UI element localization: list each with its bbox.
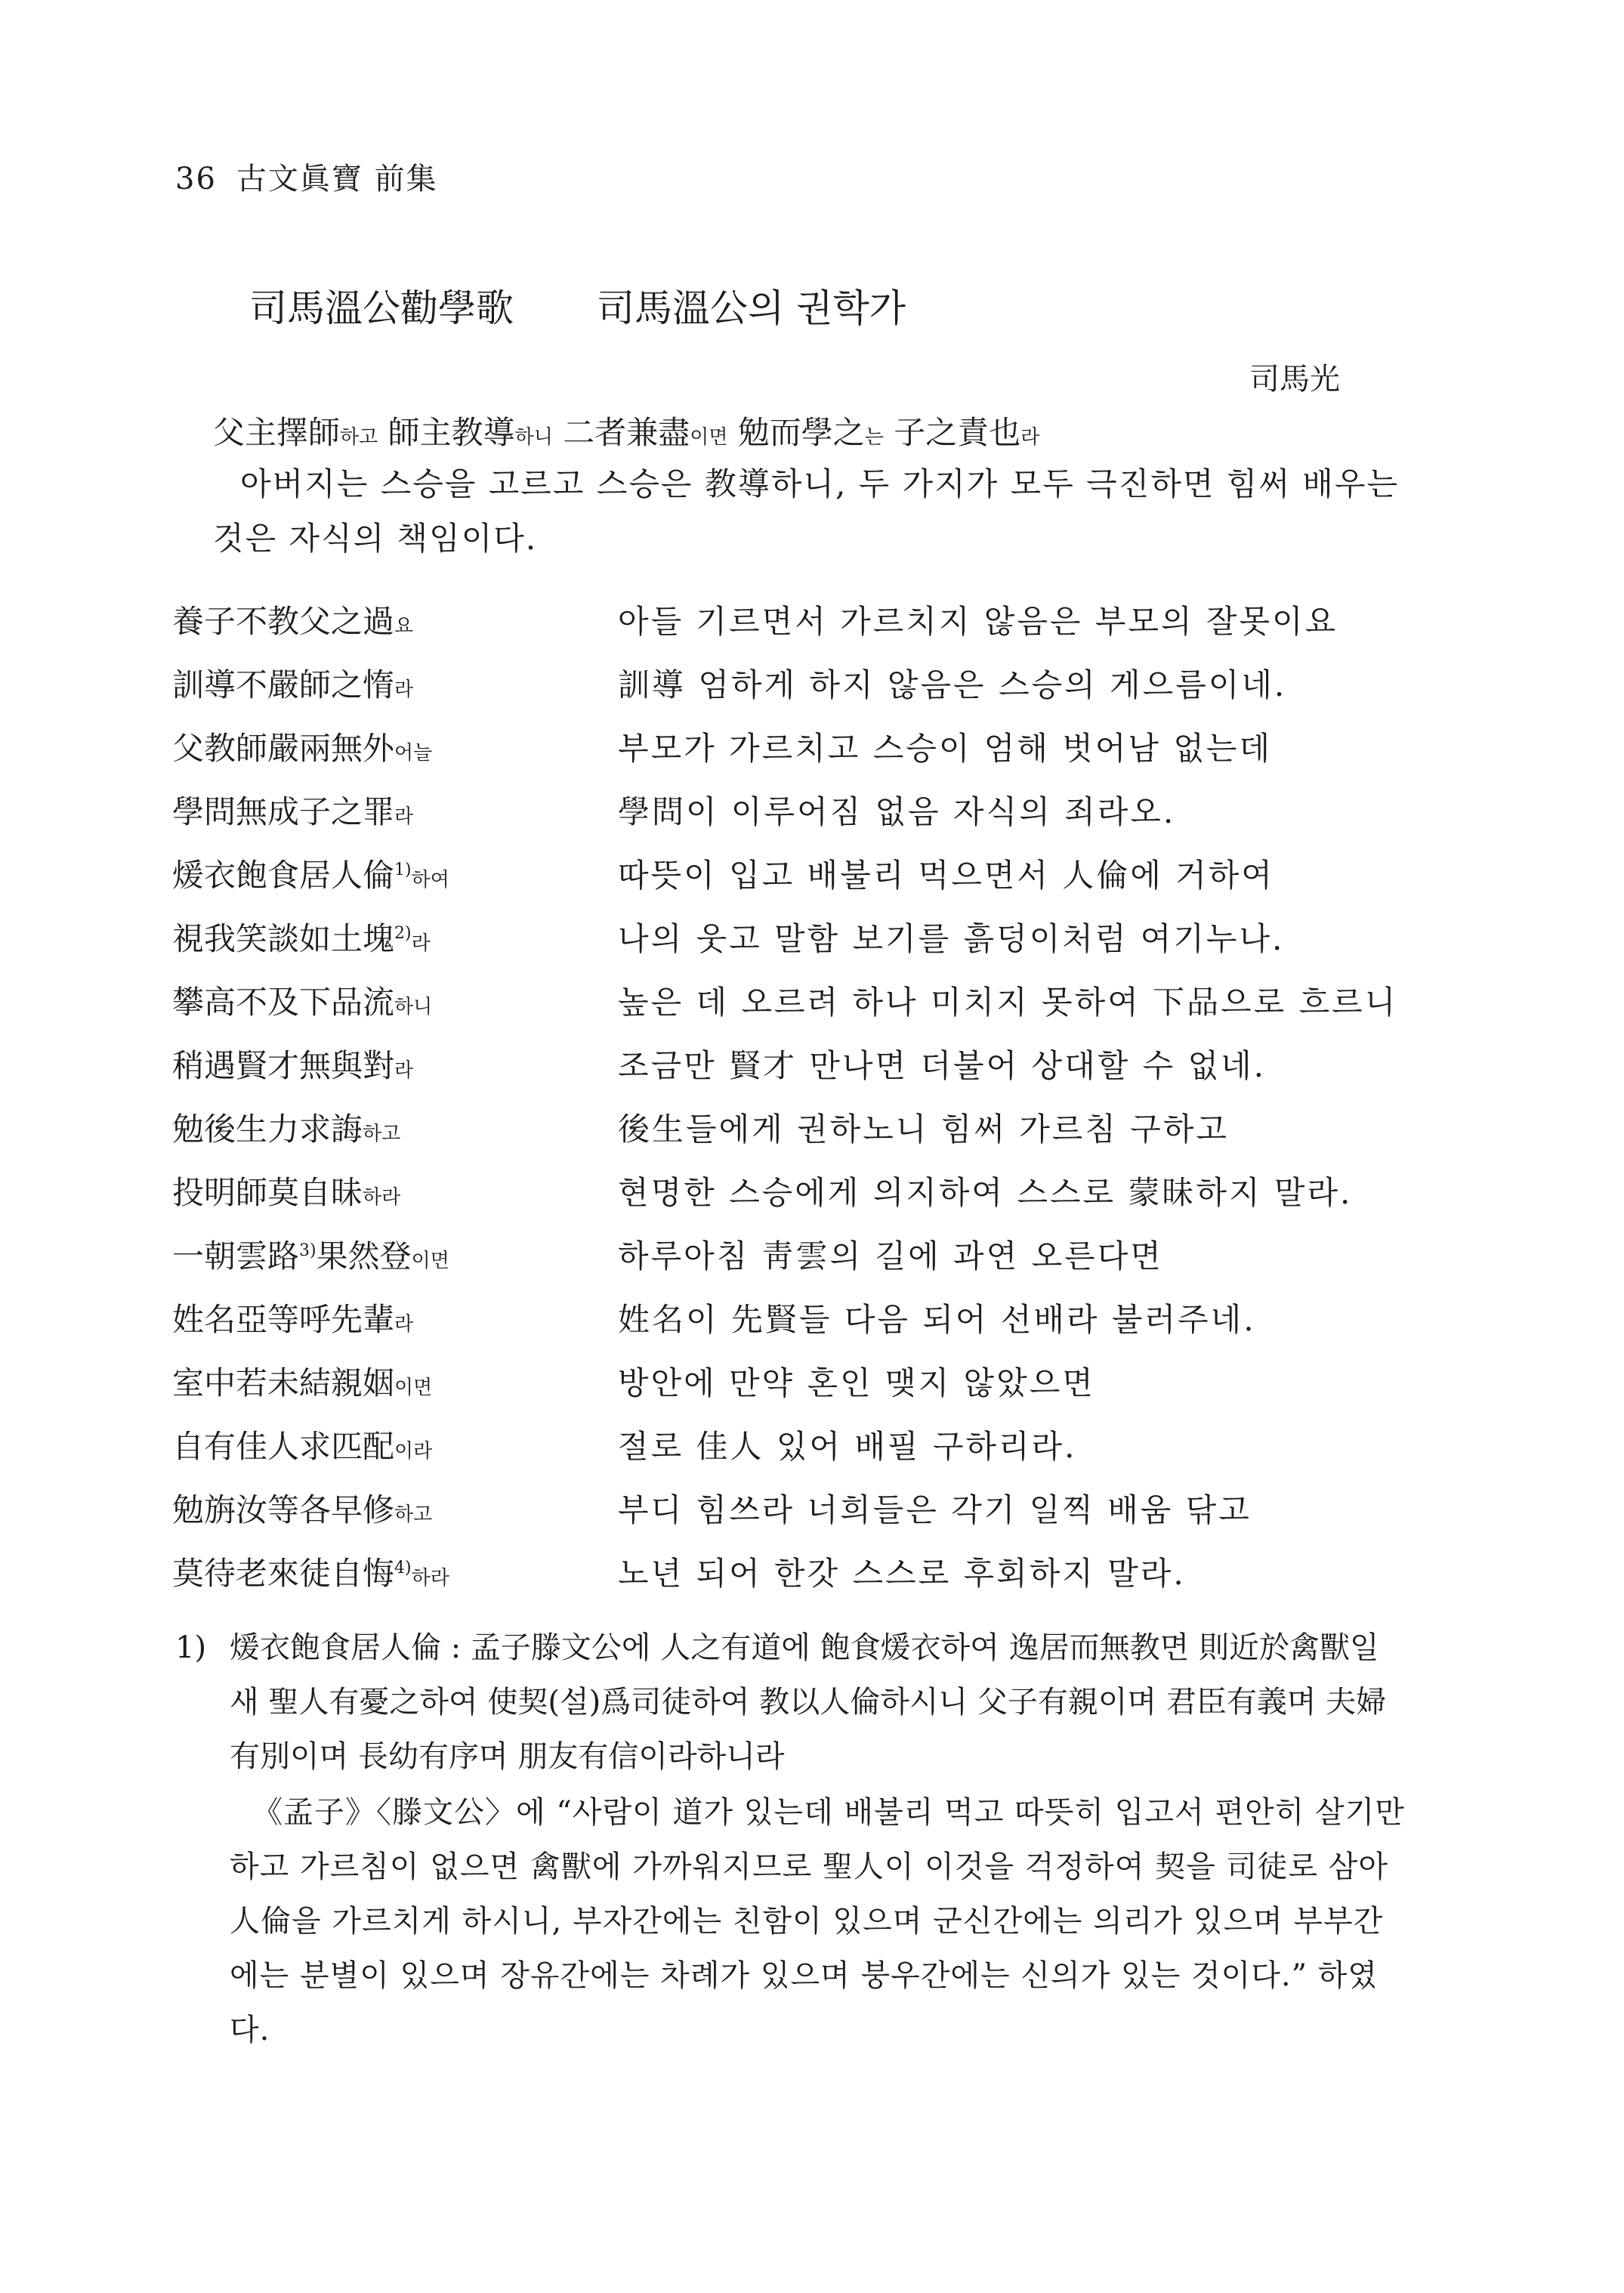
verse-original: 投明師莫自昧하라	[172, 1174, 401, 1211]
intro-original: 父主擇師하고 師主教導하니 二者兼盡이면 勉而學之는 子之責也라	[213, 414, 1040, 451]
verse-original: 父教師嚴兩無外어늘	[172, 730, 433, 767]
verse-original: 攀高不及下品流하니	[172, 984, 433, 1021]
verse-line	[172, 787, 1456, 851]
verse-original: 學問無成子之罪라	[172, 793, 414, 830]
footnotes	[175, 1621, 1406, 2057]
running-header	[175, 155, 438, 198]
verse-original: 一朝雲路$^{3)}$果然登이면	[172, 1238, 449, 1275]
verse-original: 煖衣飽食居人倫$^{1)}$하여	[172, 857, 449, 894]
intro-translation: 아버지는 스승을 고르고 스승은 教導하니, 두 가지가 모두 극진하면 힘써 배우는 것은 자식의 책임이다.	[213, 465, 1400, 557]
footnote-ref: 4)	[394, 1559, 412, 1578]
verse-original: 勉旃汝等各早修하고	[172, 1491, 433, 1528]
verse-translation: 방안에 만약 혼인 맺지 않았으면	[618, 1364, 1095, 1401]
verse-translation: 절로 佳人 있어 배필 구하리라.	[618, 1428, 1077, 1465]
verse-original: 勉後生力求誨하고	[172, 1111, 401, 1148]
footnote-ref: 2)	[394, 924, 412, 943]
verse-original: 莫待老來徒自悔$^{4)}$하라	[172, 1555, 449, 1592]
book-title: 古文眞寶 前集	[236, 162, 438, 196]
verse-line	[172, 851, 1456, 914]
verse-translation: 부모가 가르치고 스승이 엄해 벗어남 없는데	[618, 730, 1273, 767]
verse-line	[172, 978, 1456, 1041]
footnote-number: 1)	[175, 1630, 207, 1665]
verse-line	[172, 1231, 1456, 1295]
verse-original: 稍遇賢才無與對라	[172, 1047, 414, 1084]
footnote-original: 1) 煖衣飽食居人倫 : 孟子滕文公에 人之有道에 飽食煖衣하여 逸居而無教면 則近於禽獸일새 聖人有憂之하여 使契(설)爲司徒하여 教以人倫하시니 父子有親이며 君臣有義며 夫婦有別이며 長幼有序며 朋友有信이라하니라	[175, 1621, 1406, 1784]
verse-line	[172, 1485, 1456, 1549]
verse-translation: 부디 힘쓰라 너희들은 각기 일찍 배움 닦고	[618, 1491, 1252, 1528]
verse-original: 自有佳人求匹配이라	[172, 1428, 433, 1465]
footnote-translation: 《孟子》〈滕文公〉에 “사람이 道가 있는데 배불리 먹고 따뜻히 입고서 편안히 살기만 하고 가르침이 없으면 禽獸에 가까워지므로 聖人이 이것을 걱정하여 契을 司徒로 삼아 人倫을 가르치게 하시니, 부자간에는 친함이 있으며 군신간에는 의리가 있으며 부부간에는 분별이 있으며 장유간에는 차례가 있으며 붕우간에는 신의가 있는 것이다.” 하였다.	[230, 1795, 1405, 2047]
page-number: 36	[175, 162, 217, 196]
verse-line	[172, 724, 1456, 787]
verse-translation: 노년 되어 한갓 스스로 후회하지 말라.	[618, 1555, 1186, 1592]
verse-original: 姓名亞等呼先輩라	[172, 1301, 414, 1338]
verse-original: 視我笑談如土塊$^{2)}$라	[172, 920, 431, 957]
footnote-ref: 1)	[394, 861, 412, 879]
verse-translation: 하루아침 靑雲의 길에 과연 오른다면	[618, 1238, 1163, 1275]
verse-line	[172, 1358, 1456, 1422]
verse-line	[172, 660, 1456, 724]
verse-line	[172, 1295, 1456, 1358]
verse-translation: 조금만 賢才 만나면 더불어 상대할 수 없네.	[618, 1047, 1267, 1084]
verse-line	[172, 1549, 1456, 1612]
verse-translation: 따뜻이 입고 배불리 먹으면서 人倫에 거하여	[618, 857, 1274, 894]
verse-line	[172, 597, 1456, 660]
title-translated: 司馬溫公의 권학가	[597, 286, 906, 330]
verse-translation: 訓導 엄하게 하지 않음은 스승의 게으름이네.	[618, 666, 1287, 703]
verse-line	[172, 1168, 1456, 1231]
verse-translation: 현명한 스승에게 의지하여 스스로 蒙昧하지 말라.	[618, 1174, 1353, 1211]
verse-translation: 나의 웃고 말함 보기를 흙덩이처럼 여기누나.	[618, 920, 1285, 957]
verse-translation: 學問이 이루어짐 없음 자식의 죄라오.	[618, 793, 1176, 830]
poem-title	[249, 278, 906, 332]
verse-original: 養子不教父之過요	[172, 603, 414, 640]
verse-translation: 後生들에게 권하노니 힘써 가르침 구하고	[618, 1111, 1229, 1148]
verse-line	[172, 1041, 1456, 1105]
title-original: 司馬溫公勸學歌	[249, 286, 514, 330]
verse-translation: 姓名이 先賢들 다음 되어 선배라 불러주네.	[618, 1301, 1256, 1338]
verse-translation: 높은 데 오르려 하나 미치지 못하여 下品으로 흐르니	[618, 984, 1398, 1021]
verse-line	[172, 1422, 1456, 1485]
footnote-ref: 3)	[299, 1241, 316, 1260]
verse-translation: 아들 기르면서 가르치지 않음은 부모의 잘못이요	[618, 603, 1338, 640]
verse-line	[172, 914, 1456, 978]
verse-original: 室中若未結親姻이면	[172, 1364, 433, 1401]
verse-line	[172, 1105, 1456, 1168]
verse-list	[172, 597, 1456, 1612]
verse-original: 訓導不嚴師之惰라	[172, 666, 414, 703]
author-name: 司馬光	[1249, 362, 1340, 397]
